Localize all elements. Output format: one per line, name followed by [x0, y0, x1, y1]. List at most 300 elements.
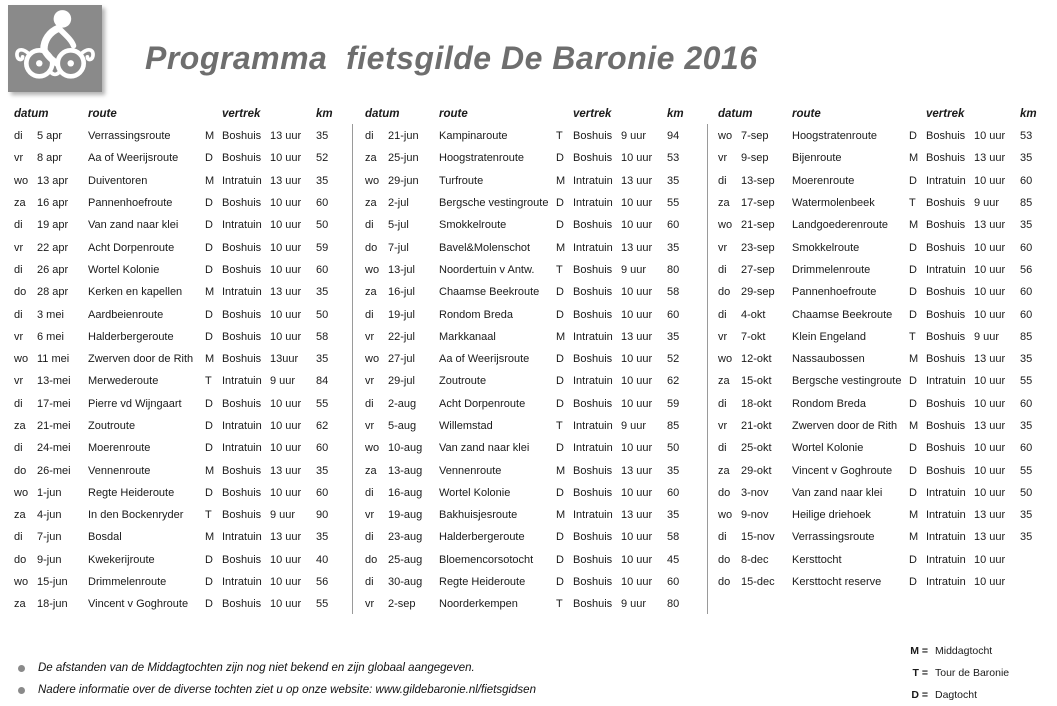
- cell-place: Boshuis: [573, 353, 613, 366]
- schedule-row: [365, 170, 697, 192]
- cell-date: 19-jul: [388, 308, 415, 321]
- schedule-row: [14, 348, 346, 370]
- cell-place: Boshuis: [926, 420, 966, 432]
- schedule-row: [718, 236, 1050, 258]
- cell-date: 13-jul: [388, 263, 415, 276]
- legend-item-dagtocht: [880, 684, 1050, 706]
- cell-place: Boshuis: [222, 486, 262, 499]
- cell-time: 10 uur: [621, 553, 653, 566]
- cell-time: 10 uur: [621, 152, 653, 165]
- cell-km: 55: [316, 598, 329, 611]
- cell-day: wo: [14, 353, 29, 366]
- schedule-row: [365, 214, 697, 236]
- cell-day: vr: [365, 330, 375, 343]
- cell-route: Klein Engeland: [792, 330, 867, 343]
- schedule-row: [14, 236, 346, 258]
- cell-time: 13 uur: [270, 464, 302, 477]
- cell-date: 9-sep: [741, 152, 769, 165]
- cell-day: wo: [365, 263, 380, 276]
- cell-date: 4-jun: [37, 509, 62, 522]
- cell-type: D: [205, 598, 213, 611]
- schedule-row: [14, 281, 346, 303]
- cell-km: 45: [667, 553, 680, 566]
- cell-km: 60: [316, 442, 329, 455]
- cell-date: 13 apr: [37, 174, 69, 187]
- cell-place: Intratuin: [222, 442, 262, 455]
- cell-type: T: [556, 598, 563, 611]
- cell-time: 10 uur: [270, 442, 302, 455]
- column-divider: [707, 124, 708, 614]
- cell-type: D: [909, 553, 917, 566]
- cell-time: 10 uur: [621, 531, 653, 544]
- cell-route: Chaamse Beekroute: [439, 286, 540, 299]
- footnote: [14, 684, 536, 696]
- cell-km: 60: [667, 576, 680, 589]
- cell-type: D: [556, 152, 564, 165]
- cell-route: Zoutroute: [439, 375, 487, 388]
- cell-km: 50: [316, 219, 329, 232]
- cell-km: 84: [316, 375, 329, 388]
- schedule-row: [14, 482, 346, 504]
- cell-time: 10 uur: [270, 197, 302, 210]
- cell-time: 10 uur: [974, 576, 1006, 589]
- cell-type: D: [205, 330, 213, 343]
- schedule-row: [718, 192, 1050, 214]
- cell-day: do: [14, 286, 27, 299]
- cell-type: T: [205, 509, 212, 522]
- cell-place: Boshuis: [222, 263, 262, 276]
- cell-type: D: [556, 353, 564, 366]
- cell-route: Zwerven door de Rith: [792, 420, 898, 432]
- cell-route: Hoogstratenroute: [439, 152, 524, 165]
- cell-time: 13 uur: [974, 219, 1006, 232]
- cell-type: D: [909, 241, 917, 254]
- schedule-row: [718, 526, 1050, 548]
- cell-km: 35: [667, 241, 680, 254]
- cell-km: 50: [316, 308, 329, 321]
- cell-route: Bakhuisjesroute: [439, 509, 518, 522]
- legend-key: D =: [911, 689, 928, 701]
- cell-date: 3 mei: [37, 308, 64, 321]
- cell-time: 10 uur: [621, 308, 653, 321]
- cell-place: Boshuis: [926, 219, 966, 232]
- cell-date: 24-mei: [37, 442, 71, 455]
- cell-route: Wortel Kolonie: [439, 486, 511, 499]
- cell-time: 10 uur: [270, 397, 302, 410]
- cell-date: 1-jun: [37, 486, 62, 499]
- cell-time: 9 uur: [621, 130, 647, 143]
- cell-km: 62: [667, 375, 680, 388]
- cell-type: D: [205, 486, 213, 499]
- cell-km: 35: [316, 174, 329, 187]
- cell-type: D: [556, 442, 564, 455]
- schedule-row: [365, 303, 697, 325]
- footnote-text: De afstanden van de Middagtochten zijn nog niet bekend en zijn globaal aangegeven.: [38, 662, 475, 674]
- cell-route: Van zand naar klei: [439, 442, 530, 455]
- cell-km: 35: [1020, 353, 1033, 366]
- cell-date: 21-jun: [388, 130, 419, 143]
- cell-day: vr: [365, 509, 375, 522]
- cell-type: D: [556, 375, 564, 388]
- cell-place: Intratuin: [573, 420, 613, 432]
- cell-day: do: [718, 486, 731, 499]
- cell-place: Boshuis: [573, 152, 613, 165]
- schedule-row: [14, 192, 346, 214]
- cell-day: di: [718, 174, 727, 187]
- legend-key: T =: [912, 667, 928, 679]
- cyclist-icon: [8, 5, 102, 92]
- cell-day: di: [365, 308, 374, 321]
- cell-km: 62: [316, 420, 329, 432]
- schedule-row: [14, 393, 346, 415]
- cell-route: Bijenroute: [792, 152, 842, 165]
- cell-type: D: [556, 286, 564, 299]
- cell-place: Boshuis: [573, 486, 613, 499]
- cell-day: vr: [14, 375, 24, 388]
- cell-date: 3-nov: [741, 486, 769, 499]
- cell-place: Intratuin: [222, 174, 262, 187]
- cell-route: Vincent v Goghroute: [88, 598, 189, 611]
- cell-date: 22-jul: [388, 330, 415, 343]
- cell-km: 35: [667, 509, 680, 522]
- cell-place: Intratuin: [926, 263, 966, 276]
- cell-type: M: [909, 420, 919, 432]
- cell-date: 18-okt: [741, 397, 772, 410]
- cell-type: D: [205, 576, 213, 589]
- cell-date: 19 apr: [37, 219, 69, 232]
- cell-km: 56: [1020, 263, 1033, 276]
- cell-km: 53: [1020, 130, 1033, 143]
- cell-time: 9 uur: [974, 197, 1000, 210]
- schedule-row: [14, 147, 346, 169]
- cell-route: Willemstad: [439, 420, 493, 432]
- cell-time: 10 uur: [621, 219, 653, 232]
- schedule-row: [14, 415, 346, 437]
- cell-date: 21-mei: [37, 420, 71, 432]
- schedule-row: [718, 393, 1050, 415]
- cell-day: di: [365, 130, 374, 143]
- cell-place: Boshuis: [222, 397, 262, 410]
- cell-type: M: [556, 464, 566, 477]
- header-datum: datum: [14, 108, 49, 120]
- cell-day: do: [718, 576, 731, 589]
- cell-date: 15-jun: [37, 576, 68, 589]
- cell-time: 10 uur: [621, 486, 653, 499]
- cell-time: 10 uur: [974, 464, 1006, 477]
- cell-type: M: [205, 174, 215, 187]
- schedule-row: [718, 459, 1050, 481]
- schedule-row: [14, 259, 346, 281]
- cell-type: T: [556, 420, 563, 432]
- cell-place: Boshuis: [222, 598, 262, 611]
- header-km: km: [1020, 108, 1037, 120]
- cell-date: 25-jun: [388, 152, 419, 165]
- schedule-row: [14, 459, 346, 481]
- cell-day: wo: [365, 442, 380, 455]
- cell-km: 94: [667, 130, 680, 143]
- header-km: km: [667, 108, 684, 120]
- legend-item-tour-de-baronie: [880, 662, 1050, 684]
- schedule-row: [718, 549, 1050, 571]
- cell-day: di: [14, 442, 23, 455]
- cell-route: Aa of Weerijsroute: [88, 152, 179, 165]
- header-vertrek: vertrek: [222, 108, 261, 120]
- cell-type: M: [556, 174, 566, 187]
- cell-time: 10 uur: [974, 286, 1006, 299]
- cell-place: Intratuin: [573, 330, 613, 343]
- cell-km: 35: [316, 286, 329, 299]
- schedule-row: [365, 370, 697, 392]
- cell-time: 10 uur: [621, 375, 653, 388]
- cell-time: 13 uur: [621, 330, 653, 343]
- cell-km: 58: [667, 531, 680, 544]
- cell-place: Boshuis: [222, 509, 262, 522]
- cell-day: wo: [14, 576, 29, 589]
- cell-date: 15-okt: [741, 375, 772, 388]
- cell-km: 50: [667, 442, 680, 455]
- cell-route: Regte Heideroute: [439, 576, 526, 589]
- schedule-row: [365, 504, 697, 526]
- cell-day: vr: [14, 330, 24, 343]
- cell-place: Boshuis: [573, 397, 613, 410]
- cell-place: Intratuin: [926, 375, 966, 388]
- cell-type: D: [909, 174, 917, 187]
- schedule-row: [718, 504, 1050, 526]
- schedule-row: [365, 482, 697, 504]
- cell-day: di: [718, 397, 727, 410]
- cell-route: Halderbergeroute: [439, 531, 525, 544]
- cell-route: Rondom Breda: [792, 397, 866, 410]
- cell-time: 9 uur: [621, 263, 647, 276]
- cell-place: Intratuin: [926, 531, 966, 544]
- header-vertrek: vertrek: [926, 108, 965, 120]
- legend-label: Dagtocht: [935, 689, 978, 701]
- cell-date: 6 mei: [37, 330, 64, 343]
- cell-route: Zwerven door de Rith: [88, 353, 194, 366]
- cell-day: wo: [718, 353, 733, 366]
- cell-day: wo: [14, 174, 29, 187]
- cell-place: Intratuin: [222, 531, 262, 544]
- cell-day: di: [718, 308, 727, 321]
- cell-date: 7-jun: [37, 531, 62, 544]
- cell-type: D: [909, 576, 917, 589]
- cell-day: vr: [14, 152, 24, 165]
- schedule-row: [365, 593, 697, 615]
- cell-day: do: [14, 553, 27, 566]
- schedule-row: [718, 326, 1050, 348]
- cell-km: 80: [667, 263, 680, 276]
- cell-km: 55: [316, 397, 329, 410]
- schedule-column-3: [718, 103, 1050, 593]
- cell-time: 10 uur: [974, 308, 1006, 321]
- schedule-row: [718, 437, 1050, 459]
- cell-km: 85: [1020, 197, 1033, 210]
- cell-date: 21-okt: [741, 420, 772, 432]
- cell-route: Vennenroute: [439, 464, 502, 477]
- cell-day: di: [718, 263, 727, 276]
- cell-km: 35: [667, 174, 680, 187]
- cell-time: 10 uur: [270, 598, 302, 611]
- cell-day: vr: [718, 420, 728, 432]
- cell-place: Intratuin: [222, 286, 262, 299]
- cell-type: D: [556, 197, 564, 210]
- cell-type: D: [205, 263, 213, 276]
- cell-date: 27-sep: [741, 263, 775, 276]
- cell-type: D: [909, 397, 917, 410]
- cell-place: Boshuis: [926, 152, 966, 165]
- cell-time: 13 uur: [974, 509, 1006, 522]
- cell-km: 35: [1020, 509, 1033, 522]
- cell-place: Intratuin: [573, 174, 613, 187]
- cell-type: M: [909, 353, 919, 366]
- schedule-row: [718, 170, 1050, 192]
- cell-date: 16-aug: [388, 486, 423, 499]
- cell-km: 85: [667, 420, 680, 432]
- cell-time: 13 uur: [621, 174, 653, 187]
- cell-time: 13 uur: [974, 420, 1006, 432]
- cell-time: 13uur: [270, 353, 299, 366]
- cell-km: 53: [667, 152, 680, 165]
- schedule-row: [14, 437, 346, 459]
- cell-type: M: [205, 130, 215, 143]
- cell-route: Kwekerijroute: [88, 553, 155, 566]
- cell-date: 22 apr: [37, 241, 69, 254]
- cell-day: vr: [718, 152, 728, 165]
- cell-date: 26 apr: [37, 263, 69, 276]
- cell-day: vr: [718, 241, 728, 254]
- cell-time: 13 uur: [621, 509, 653, 522]
- cell-route: Duiventoren: [88, 174, 148, 187]
- cell-day: di: [718, 531, 727, 544]
- cell-type: D: [909, 442, 917, 455]
- cell-type: D: [909, 130, 917, 143]
- cell-day: wo: [14, 486, 29, 499]
- cell-km: 60: [316, 263, 329, 276]
- cell-time: 10 uur: [974, 486, 1006, 499]
- cell-day: di: [14, 263, 23, 276]
- cell-km: 55: [1020, 464, 1033, 477]
- cell-day: wo: [718, 130, 733, 143]
- cell-date: 29-jul: [388, 375, 415, 388]
- cell-route: Turfroute: [439, 174, 484, 187]
- cell-date: 7-sep: [741, 130, 769, 143]
- cell-date: 4-okt: [741, 308, 766, 321]
- cell-route: Aa of Weerijsroute: [439, 353, 530, 366]
- schedule-row: [718, 281, 1050, 303]
- cell-km: 60: [1020, 442, 1033, 455]
- cell-time: 10 uur: [270, 576, 302, 589]
- schedule-row: [365, 549, 697, 571]
- cell-route: Pannenhoefroute: [792, 286, 877, 299]
- cell-time: 9 uur: [621, 598, 647, 611]
- cell-km: 59: [667, 397, 680, 410]
- cell-time: 10 uur: [621, 286, 653, 299]
- cell-place: Boshuis: [573, 286, 613, 299]
- cell-date: 23-aug: [388, 531, 423, 544]
- cell-km: 35: [1020, 152, 1033, 165]
- cell-km: 58: [667, 286, 680, 299]
- cell-type: M: [556, 330, 566, 343]
- cell-day: za: [14, 197, 26, 210]
- schedule-row: [365, 526, 697, 548]
- cell-date: 10-aug: [388, 442, 423, 455]
- footnote: [14, 662, 475, 674]
- cell-day: za: [718, 375, 730, 388]
- cell-place: Boshuis: [222, 241, 262, 254]
- cell-type: D: [205, 197, 213, 210]
- cell-time: 10 uur: [270, 420, 302, 432]
- schedule-row: [365, 125, 697, 147]
- cell-day: di: [365, 531, 374, 544]
- cell-type: D: [205, 420, 213, 432]
- schedule-row: [365, 459, 697, 481]
- cell-date: 19-aug: [388, 509, 423, 522]
- cell-date: 16 apr: [37, 197, 69, 210]
- cell-place: Boshuis: [573, 598, 613, 611]
- cell-day: vr: [365, 375, 375, 388]
- cell-km: 60: [316, 486, 329, 499]
- cell-time: 10 uur: [621, 442, 653, 455]
- cell-route: Chaamse Beekroute: [792, 308, 893, 321]
- cell-time: 10 uur: [974, 375, 1006, 388]
- cell-type: D: [205, 308, 213, 321]
- cell-date: 17-sep: [741, 197, 775, 210]
- cell-date: 29-sep: [741, 286, 775, 299]
- cell-time: 10 uur: [270, 330, 302, 343]
- cell-time: 10 uur: [621, 197, 653, 210]
- schedule-row: [365, 415, 697, 437]
- cell-time: 13 uur: [270, 531, 302, 544]
- cell-date: 2-jul: [388, 197, 409, 210]
- bullet-icon: [18, 687, 25, 694]
- cell-route: Hoogstratenroute: [792, 130, 877, 143]
- cell-time: 10 uur: [974, 442, 1006, 455]
- cell-place: Boshuis: [222, 197, 262, 210]
- cell-route: Kampinaroute: [439, 130, 508, 143]
- cell-km: 60: [1020, 241, 1033, 254]
- schedule-row: [14, 125, 346, 147]
- cell-route: Heilige driehoek: [792, 509, 871, 522]
- cell-place: Boshuis: [222, 152, 262, 165]
- cell-type: D: [909, 375, 917, 388]
- cell-time: 10 uur: [270, 219, 302, 232]
- bullet-icon: [18, 665, 25, 672]
- cell-route: Pannenhoefroute: [88, 197, 173, 210]
- cell-place: Boshuis: [573, 219, 613, 232]
- cell-day: di: [365, 486, 374, 499]
- cell-time: 10 uur: [621, 353, 653, 366]
- cell-km: 60: [1020, 397, 1033, 410]
- cell-km: 35: [316, 531, 329, 544]
- footnote-text: Nadere informatie over de diverse tochten ziet u op onze website: www.gildebaronie.nl/fietsgidsen: [38, 684, 536, 696]
- cell-date: 13-sep: [741, 174, 775, 187]
- cell-date: 29-okt: [741, 464, 772, 477]
- header-vertrek: vertrek: [573, 108, 612, 120]
- cell-place: Boshuis: [926, 130, 966, 143]
- cell-day: za: [14, 598, 26, 611]
- column-divider: [352, 124, 353, 614]
- cell-time: 10 uur: [270, 308, 302, 321]
- schedule-row: [718, 571, 1050, 593]
- cell-day: di: [14, 130, 23, 143]
- cell-time: 10 uur: [270, 553, 302, 566]
- cell-route: Rondom Breda: [439, 308, 513, 321]
- cell-type: D: [556, 219, 564, 232]
- cell-day: do: [365, 553, 378, 566]
- cell-day: vr: [14, 241, 24, 254]
- cell-date: 26-mei: [37, 464, 71, 477]
- cell-day: wo: [365, 174, 380, 187]
